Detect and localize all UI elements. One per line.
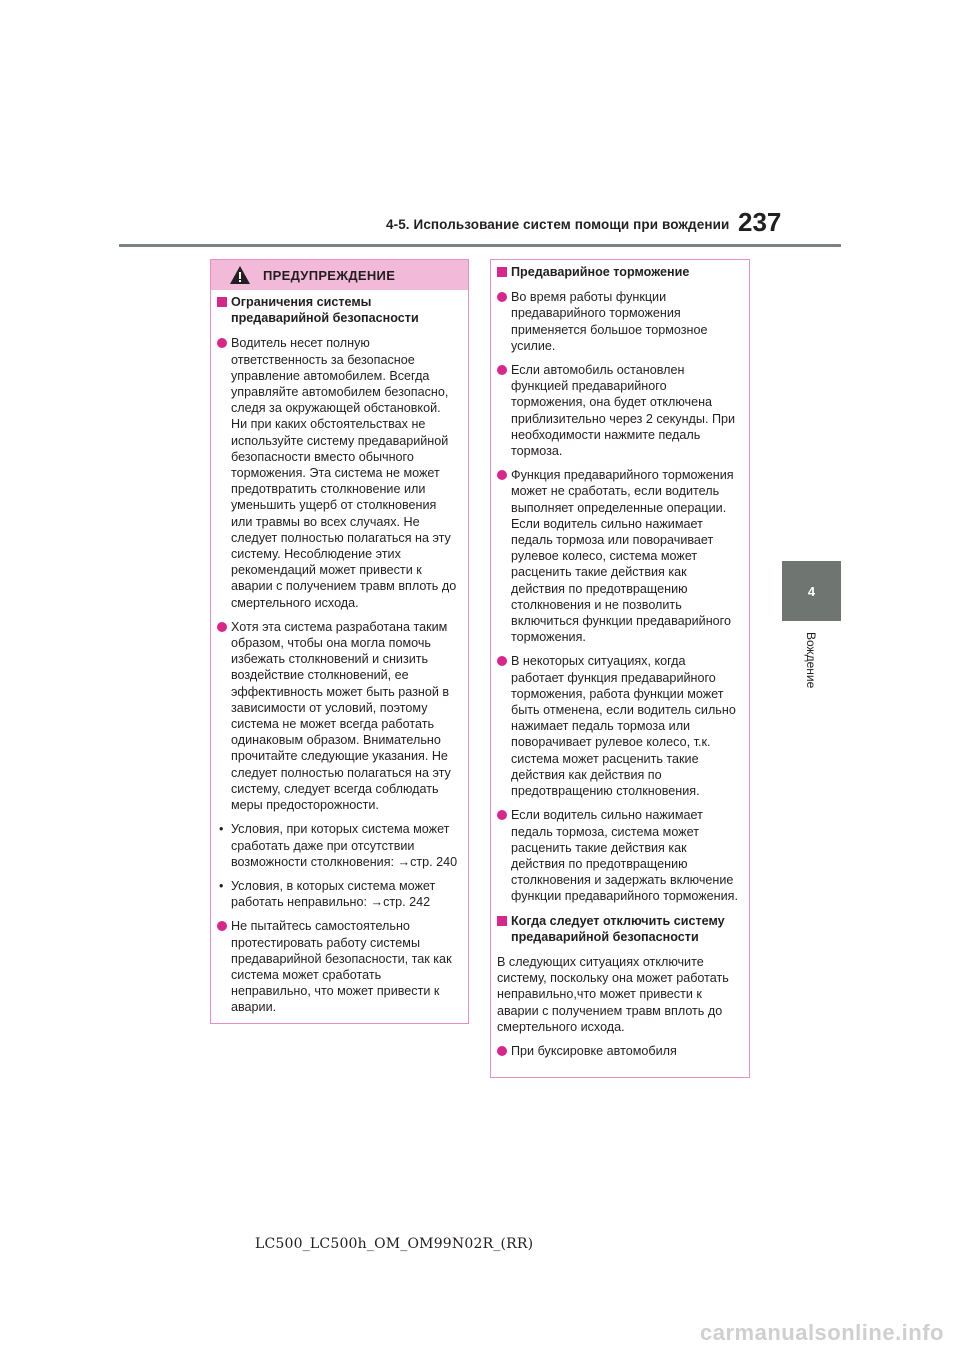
round-bullet-icon [497,656,507,666]
page-number: 237 [738,207,782,237]
list-item: Если автомобиль остановлен функцией предаварийного торможения, она будет отключена приблизительно через 2 секунды. При необходимости нажмите педаль тормоза. [497,362,741,459]
warning-content [211,290,468,1016]
chapter-number: 4 [807,583,816,599]
round-bullet-icon [497,365,507,375]
chapter-label: Вождение [804,632,818,689]
warning-triangle-icon [229,265,251,285]
paragraph: В следующих ситуациях отключите систему, поскольку она может работать неправильно,что может привести к аварии с получением травм вплоть до смертельного исхода. [497,954,729,1034]
section-heading: Ограничения системы предаварийной безопасности [217,294,460,326]
header-rule [119,244,841,247]
sub-list-item: • Условия, в которых система может работать неправильно: →стр. 242 [219,878,436,910]
round-bullet-icon [497,292,507,302]
list-item: Не пытайтесь самостоятельно протестировать работу системы предаварийной безопасности, так как система может сработать неправильно, что может привести к аварии. [217,918,460,1015]
dot-bullet-icon: • [219,822,224,837]
round-bullet-icon [497,1046,507,1056]
warning-header [211,260,468,290]
section-title: 4-5. Использование систем помощи при вождении [386,217,730,232]
dot-bullet-icon: • [219,878,224,893]
list-item: Во время работы функции предаварийного торможения применяется большое тормозное усилие. [497,289,741,354]
sub-list-item: • Условия, при которых система может сработать даже при отсутствии возможности столкновения: →стр. 240 [219,822,458,869]
warning-label: ПРЕДУПРЕЖДЕНИЕ [263,267,396,283]
round-bullet-icon [497,810,507,820]
round-bullet-icon [217,921,227,931]
list-item: Водитель несет полную ответственность за безопасное управление автомобилем. Всегда управляйте автомобилем безопасно, следя за окружающей обстановкой. Ни при каких обстоятельствах не используйте систему предаварийной безопасности вместо обычного торможения. Эта система не может предотвратить столкновение или уменьшить ущерб от столкновения или травмы во всех случаях. Не следует полностью полагаться на эту систему. Несоблюдение этих рекомендаций может привести к аварии с получением травм вплоть до смертельного исхода. [217,335,460,610]
chapter-tab [782,561,841,621]
round-bullet-icon [217,622,227,632]
square-bullet-icon [497,916,507,926]
list-item: Функция предаварийного торможения может не сработать, если водитель выполняет определенные операции. Если водитель сильно нажимает педаль тормоза или поворачивает рулевое колесо, система может расценить такие действия как действия по предотвращению столкновения и не позволить включиться функции предаварийного торможения. [497,467,741,645]
section-heading: Предаварийное торможение [497,264,741,280]
square-bullet-icon [217,297,227,307]
square-bullet-icon [497,267,507,277]
list-item: Если водитель сильно нажимает педаль тормоза, система может расценить такие действия как действия по предотвращению столкновения и задержать включение функции предаварийного торможения. [497,807,741,904]
list-item: При буксировке автомобиля [497,1043,741,1059]
section-heading: Когда следует отключить систему предаварийной безопасности [497,913,741,945]
round-bullet-icon [497,470,507,480]
info-content [491,260,749,1059]
document-code: LC500_LC500h_OM_OM99N02R_(RR) [255,1236,534,1252]
warning-box [210,259,469,1024]
list-item: Хотя эта система разработана таким образом, чтобы она могла помочь избежать столкновений и снизить воздействие столкновений, ее эффективность может быть разной в зависимости от условий, поэтому система не может всегда работать одинаковым образом. Внимательно прочитайте следующие указания. Не следует полностью полагаться на эту систему, следует всегда соблюдать меры предосторожности. [217,619,460,813]
list-item: В некоторых ситуациях, когда работает функция предаварийного торможения, работа функции может быть отменена, если водитель сильно нажимает педаль тормоза или поворачивает рулевое колесо, т.к. система может расценить такие действия как действия по предотвращению столкновения. [497,653,741,799]
watermark: carmanualsonline.info [700,1320,944,1345]
round-bullet-icon [217,338,227,348]
info-box [490,259,750,1078]
